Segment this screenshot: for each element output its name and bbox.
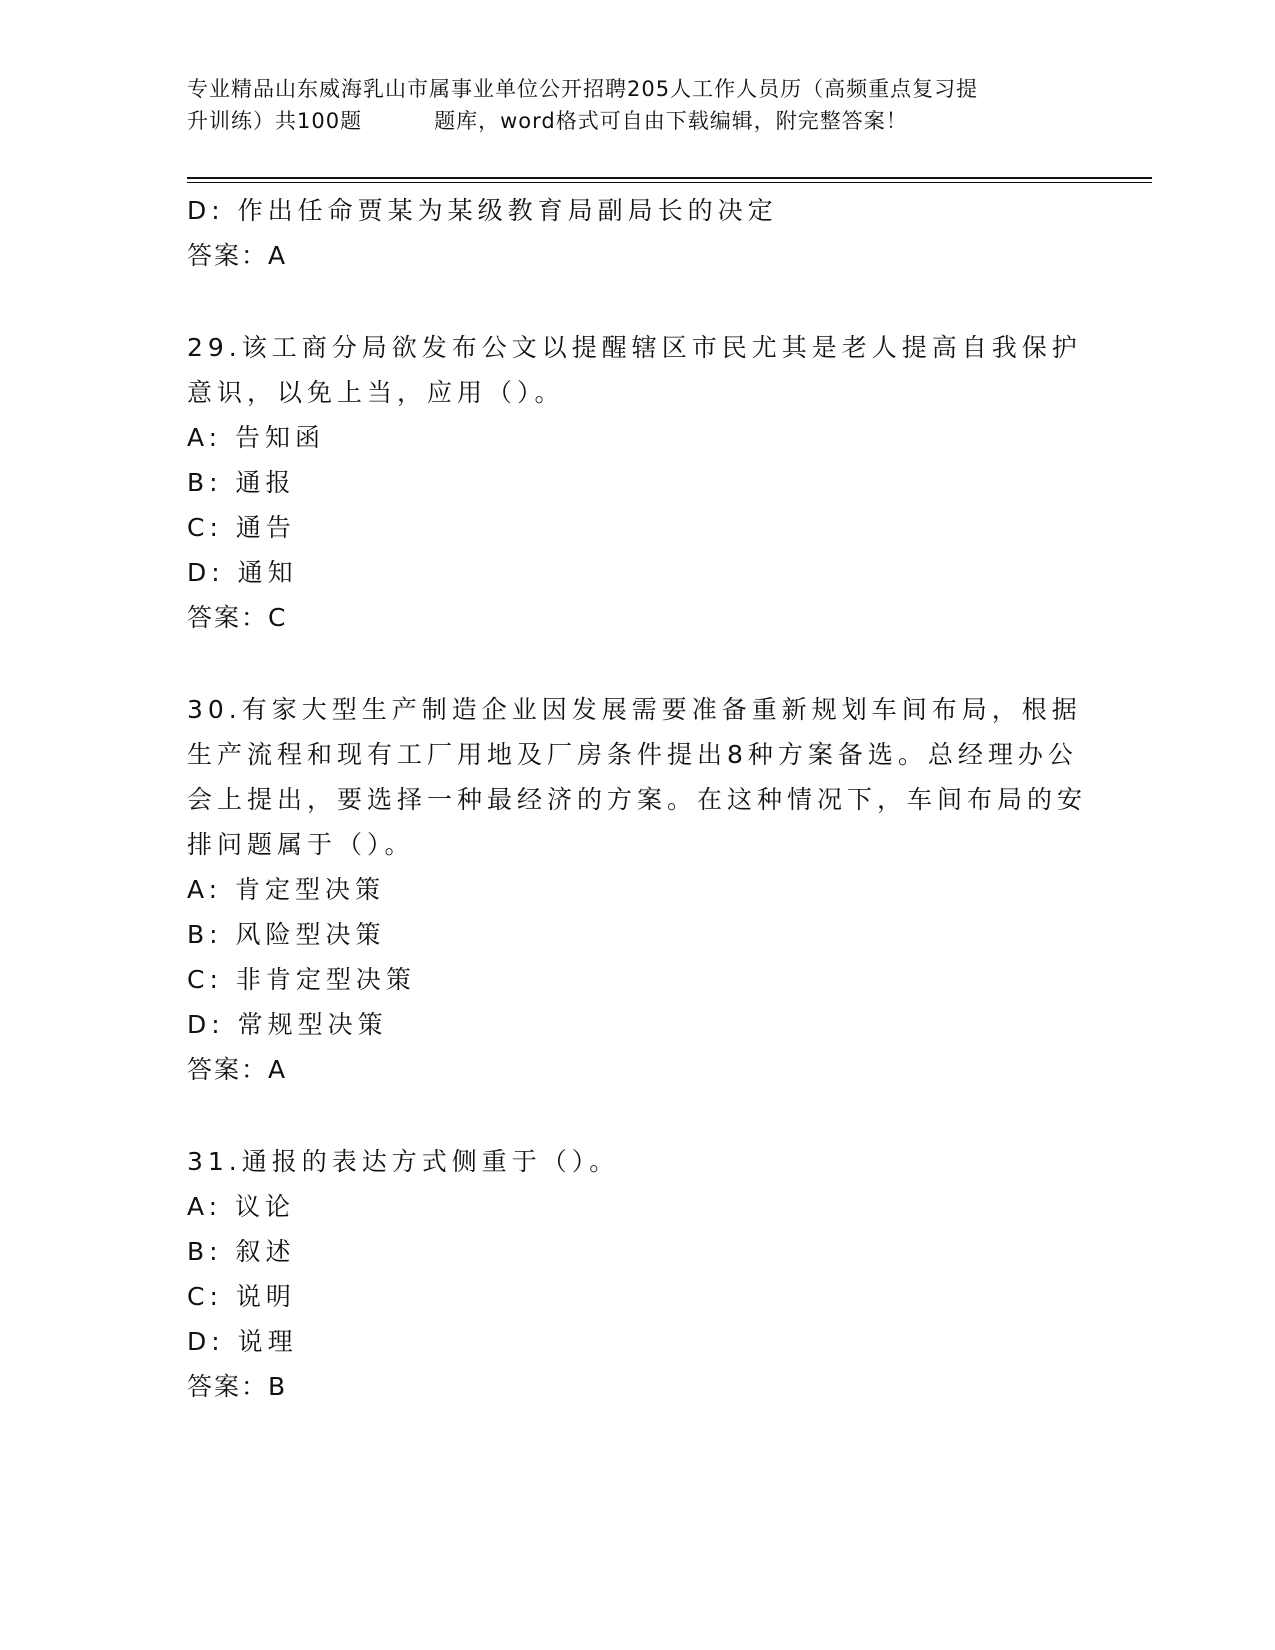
option-a: A: 肯定型决策 [187, 875, 386, 904]
question-29 [187, 325, 1087, 640]
question-content [187, 188, 1087, 1409]
question-stem: 31.通报的表达方式侧重于（）。 [187, 1147, 620, 1176]
spacer [187, 640, 1087, 687]
option-a: A: 告知函 [187, 423, 326, 452]
answer-text: 答案：B [187, 1372, 288, 1401]
option-c: C: 通告 [187, 513, 296, 542]
answer-text: 答案：C [187, 603, 288, 632]
option-b: B: 叙述 [187, 1237, 296, 1266]
option-c: C: 非肯定型决策 [187, 965, 416, 994]
question-31 [187, 1139, 1087, 1409]
question-stem: 29.该工商分局欲发布公文以提醒辖区市民尤其是老人提高自我保护意识，以免上当，应用（）。 [187, 333, 1082, 407]
header-title-part-1: 升训练）共100题 [187, 109, 363, 133]
answer-text: 答案：A [187, 241, 288, 270]
spacer [187, 278, 1087, 325]
header-title-line-2 [187, 105, 1087, 137]
previous-question-tail [187, 188, 1087, 278]
header-title-part-2: 题库，word格式可自由下载编辑，附完整答案！ [434, 109, 908, 133]
header-rule-thin [187, 182, 1152, 183]
option-a: A: 议论 [187, 1192, 296, 1221]
answer-text: 答案：A [187, 1055, 288, 1084]
question-30 [187, 687, 1087, 1092]
option-d: D: 作出任命贾某为某级教育局副局长的决定 [187, 196, 778, 225]
header-title-line-1: 专业精品山东威海乳山市属事业单位公开招聘205人工作人员历（高频重点复习提 [187, 77, 979, 101]
option-c: C: 说明 [187, 1282, 296, 1311]
spacer [187, 1092, 1087, 1139]
option-d: D: 说理 [187, 1327, 298, 1356]
question-stem: 30.有家大型生产制造企业因发展需要准备重新规划车间布局，根据生产流程和现有工厂用地及厂房条件提出8种方案备选。总经理办公会上提出，要选择一种最经济的方案。在这种情况下，车间布局的安排问题属于（）。 [187, 695, 1088, 859]
document-header [187, 73, 1087, 137]
option-b: B: 通报 [187, 468, 296, 497]
option-d: D: 通知 [187, 558, 298, 587]
option-d: D: 常规型决策 [187, 1010, 388, 1039]
header-rule-thick [187, 177, 1152, 179]
option-b: B: 风险型决策 [187, 920, 386, 949]
